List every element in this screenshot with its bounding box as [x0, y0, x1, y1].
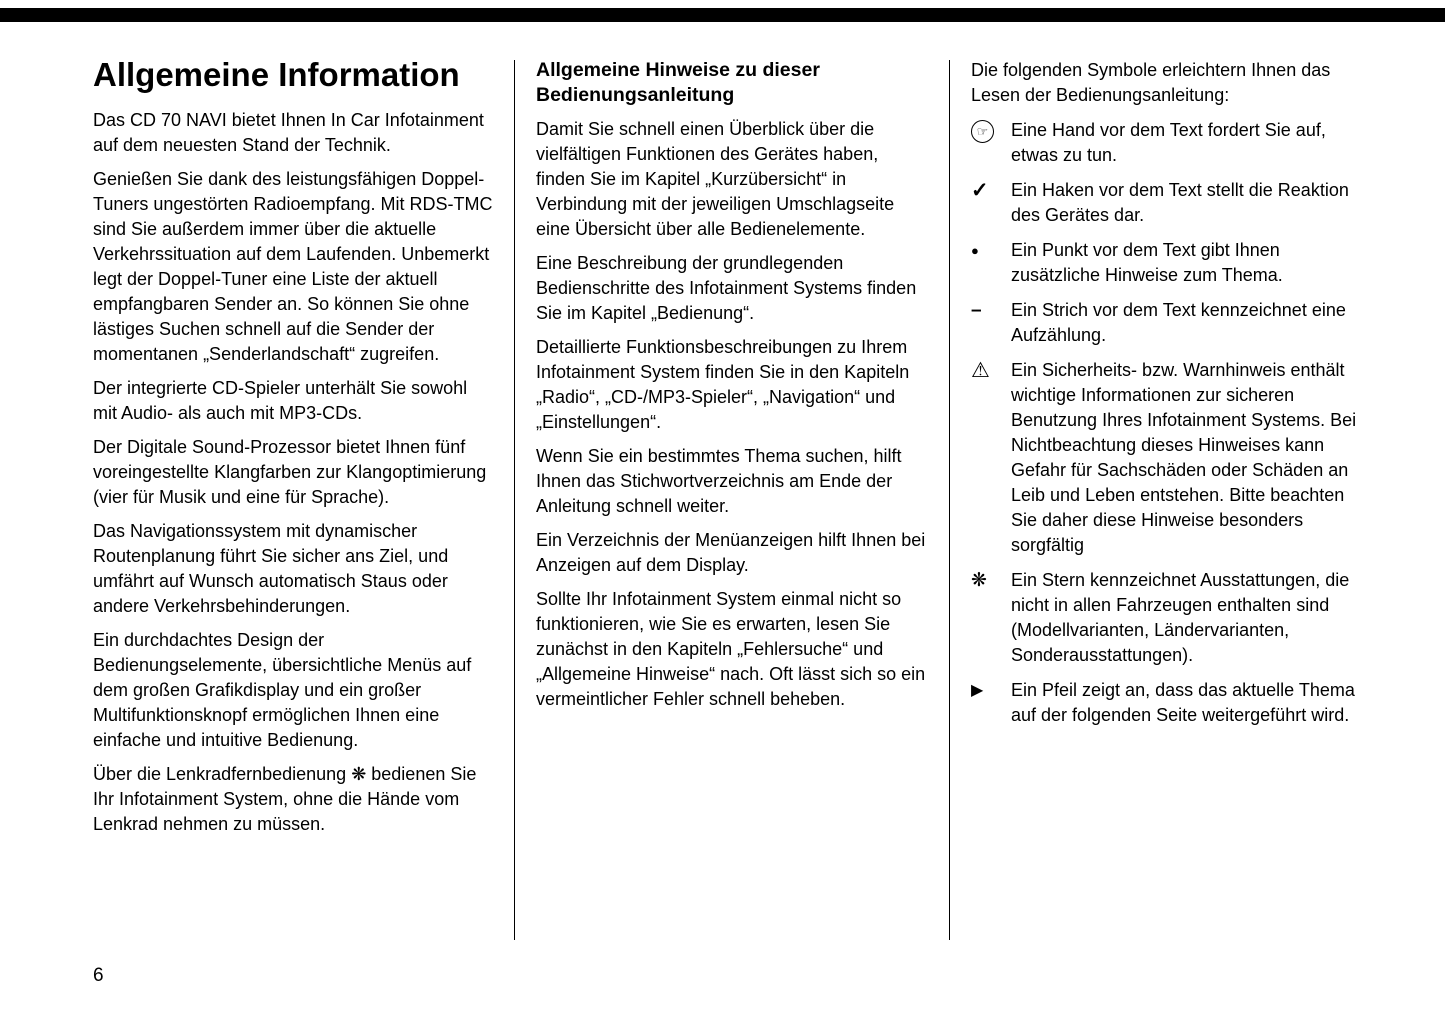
- manual-page-content: [93, 56, 1371, 940]
- symbol-description: Ein Strich vor dem Text kennzeichnet eine Aufzählung.: [1011, 300, 1346, 345]
- symbol-description: Ein Sicherheits- bzw. Warnhinweis enthält wichtige Informationen zur sicheren Benutzung Ihres Infotainment Systems. Bei Nichtbeachtung dieses Hinweises kann Gefahr für Sachschäden oder Schäden an Leib und Leben entstehen. Bitte beachten Sie daher diese Hinweise besonders sorgfältig: [1011, 360, 1357, 555]
- symbol-description: Eine Hand vor dem Text fordert Sie auf, etwas zu tun.: [1011, 120, 1326, 165]
- symbol-description: Ein Stern kennzeichnet Ausstattungen, die nicht in allen Fahrzeugen enthalten sind (Modellvarianten, Ländervarianten, Sonderausstattungen).: [1011, 570, 1350, 665]
- paragraph: Der integrierte CD-Spieler unterhält Sie sowohl mit Audio- als auch mit MP3-CDs.: [93, 378, 468, 423]
- symbol-item: [971, 118, 1371, 168]
- symbol-item: [971, 678, 1371, 728]
- arrow-symbol: ▶: [971, 682, 984, 699]
- paragraph: Sollte Ihr Infotainment System einmal nicht so funktionieren, wie Sie es erwarten, lesen Sie zunächst in den Kapiteln „Fehlersuche“ und „Allgemeine Hinweise“ nach. Oft lässt sich so ein vermeintlicher Fehler schnell beheben.: [536, 589, 926, 709]
- paragraph: Der Digitale Sound-Prozessor bietet Ihnen fünf voreingestellte Klangfarben zur Klangoptimierung (vier für Musik und eine für Sprache).: [93, 437, 487, 507]
- paragraph: Das CD 70 NAVI bietet Ihnen In Car Infotainment auf dem neuesten Stand der Technik.: [93, 110, 484, 155]
- top-rule: [0, 8, 1445, 22]
- column-symbol-legend: [971, 56, 1371, 940]
- bullet-symbol: ●: [971, 243, 979, 258]
- paragraph: Über die Lenkradfernbedienung ❋ bedienen Sie Ihr Infotainment System, ohne die Hände vom Lenkrad nehmen zu müssen.: [93, 764, 477, 834]
- symbol-description: Ein Punkt vor dem Text gibt Ihnen zusätzliche Hinweise zum Thema.: [1011, 240, 1283, 285]
- dash-symbol: –: [971, 300, 982, 321]
- column-general-information: [93, 56, 493, 940]
- symbol-item: [971, 358, 1371, 558]
- column-divider: [949, 60, 950, 940]
- paragraph: Eine Beschreibung der grundlegenden Bedienschritte des Infotainment Systems finden Sie im Kapitel „Bedienung“.: [536, 253, 917, 323]
- symbol-item: [971, 298, 1371, 348]
- section-heading: Allgemeine Hinweise zu dieser Bedienungsanleitung: [536, 59, 820, 106]
- paragraph: Das Navigationssystem mit dynamischer Routenplanung führt Sie sicher ans Ziel, und umfährt auf Wunsch automatisch Staus oder andere Verkehrsbehinderungen.: [93, 521, 449, 616]
- paragraph: Wenn Sie ein bestimmtes Thema suchen, hilft Ihnen das Stichwortverzeichnis am Ende der Anleitung schnell weiter.: [536, 446, 902, 516]
- symbol-description: Ein Pfeil zeigt an, dass das aktuelle Thema auf der folgenden Seite weitergeführt wird.: [1011, 680, 1355, 725]
- paragraph: Damit Sie schnell einen Überblick über die vielfältigen Funktionen des Gerätes haben, finden Sie im Kapitel „Kurzübersicht“ in Verbindung mit der jeweiligen Umschlagseite eine Übersicht über alle Bedienelemente.: [536, 119, 895, 239]
- paragraph: Detaillierte Funktionsbeschreibungen zu Ihrem Infotainment System finden Sie in den Kapiteln „Radio“, „CD-/MP3-Spieler“, „Navigation“ und „Einstellungen“.: [536, 337, 910, 432]
- paragraph: Genießen Sie dank des leistungsfähigen Doppel-Tuners ungestörten Radioempfang. Mit RDS-TMC sind Sie außerdem immer über die aktuelle Verkehrssituation auf dem Laufenden. Unbemerkt legt der Doppel-Tuner eine Liste der aktuell empfangbaren Sender an. So können Sie ohne lästiges Suchen schnell auf die Sender der momentanen „Senderlandschaft“ zugreifen.: [93, 169, 493, 364]
- hand-symbol: ☞: [971, 120, 994, 143]
- paragraph: Ein Verzeichnis der Menüanzeigen hilft Ihnen bei Anzeigen auf dem Display.: [536, 530, 926, 575]
- page-number: 6: [93, 965, 104, 986]
- symbol-item: [971, 178, 1371, 228]
- star-symbol: ❋: [971, 570, 987, 591]
- checkmark-symbol: ✓: [971, 179, 989, 202]
- column-divider: [514, 60, 515, 940]
- column-general-notes: [536, 56, 928, 940]
- warning-triangle-symbol: ⚠: [971, 359, 990, 382]
- symbol-item: [971, 568, 1371, 668]
- symbol-description: Ein Haken vor dem Text stellt die Reaktion des Gerätes dar.: [1011, 180, 1349, 225]
- symbol-item: [971, 238, 1371, 288]
- page-title: Allgemeine Information: [93, 56, 460, 93]
- symbols-intro: Die folgenden Symbole erleichtern Ihnen das Lesen der Bedienungsanleitung:: [971, 60, 1331, 105]
- paragraph: Ein durchdachtes Design der Bedienungselemente, übersichtliche Menüs auf dem großen Grafikdisplay und ein großer Multifunktionsknopf ermöglichen Ihnen eine einfache und intuitive Bedienung.: [93, 630, 472, 750]
